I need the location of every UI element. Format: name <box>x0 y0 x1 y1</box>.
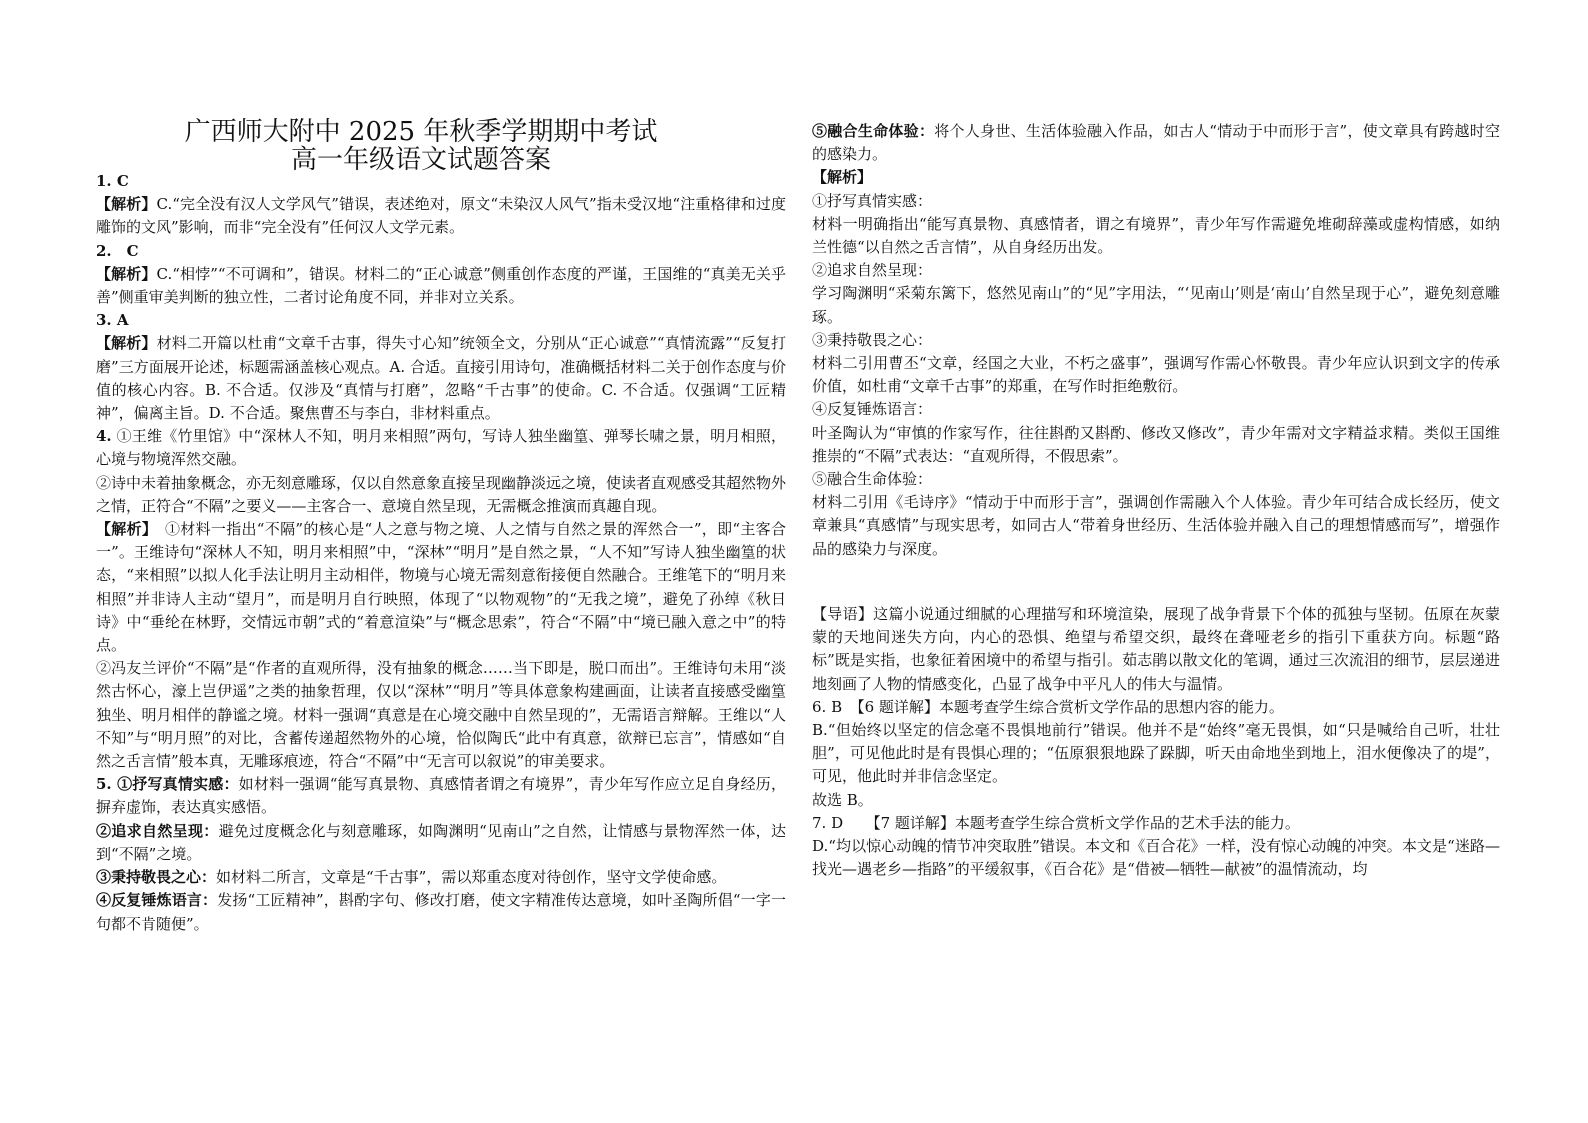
point-label: ⑤融合生命体验： <box>812 122 935 140</box>
analysis-5-text-2: 学习陶渊明“采菊东篱下，悠然见南山”的“见”字用法，“‘见南山’则是‘南山’自然呈现于心”，避免刻意雕琢。 <box>812 284 1500 326</box>
answer-5-point-4 <box>96 889 786 935</box>
point-label: ④反复锤炼语言： <box>96 891 218 910</box>
point-text: 如材料一强调“能写真景物、真感情者谓之有境界”，青少年写作应立足自身经历，摒弃虚饰，表达真实感悟。 <box>96 775 786 817</box>
analysis-3 <box>96 332 786 425</box>
analysis-4-point-2: ②冯友兰评价“不隔”是“作者的直观所得，没有抽象的概念……当下即是，脱口而出”。王维诗句未用“淡然古怀心，濠上岂伊遥”之类的抽象哲理，仅以“深林”“明月”等具体意象构建画面，让读者直接感受幽篁独坐、明月相伴的静谧之境。材料一强调“真意是在心境交融中自然呈现的”，无需语言辩解。王维以“人不知”与“明月照”的对比，含蓄传递超然物外的心境，恰似陶氏“此中有真意，欲辩已忘言”，情感如“自然之舌言情”般本真，无雕琢痕迹，符合“不隔”中“无言可以叙说”的审美要求。 <box>96 659 786 771</box>
analysis-2 <box>96 263 786 309</box>
point-text: 将个人身世、生活体验融入作品，如古人“情动于中而形于言”，使文章具有跨越时空的感染力。 <box>812 122 1500 164</box>
analysis-5-text-4: 叶圣陶认为“审慎的作家写作，往往斟酌又斟酌、修改又修改”，青少年需对文字精益求精。类似王国维推崇的“不隔”式表达：“直观所得，不假思索”。 <box>812 423 1500 465</box>
answer-6: 6. B 【6 题详解】本题考查学生综合赏析文学作品的思想内容的能力。 <box>812 697 1284 716</box>
analysis-text: C.“相悖”“不可调和”，错误。材料二的“正心诚意”侧重创作态度的严谨，王国维的“真美无关乎善”侧重审美判断的独立性，二者讨论角度不同，并非对立关系。 <box>96 264 786 307</box>
analysis-5-text-5: 材料二引用《毛诗序》“情动于中而形于言”，强调创作需融入个人体验。青少年可结合成长经历，使文章兼具“真感情”与现实思考，如同古人“带着身世经历、生活体验并融入自己的理想情感而写”，增强作品的感染力与深度。 <box>812 493 1500 558</box>
point-text: 发扬“工匠精神”，斟酌字句、修改打磨，使文字精准传达意境，如叶圣陶所倡“一字一句都不肯随便”。 <box>96 891 786 933</box>
answer-4-point-2: ②诗中未着抽象概念，亦无刻意雕琢，仅以自然意象直接呈现幽静淡远之境，使读者直观感受其超然物外之情，正符合“不隔”之要义——主客合一、意境自然呈现，无需概念推演而真趣自现。 <box>96 473 787 515</box>
analysis-5-heading-3: ③秉持敬畏之心： <box>812 330 933 349</box>
answer-5-point-5 <box>812 120 1500 166</box>
right-column-top <box>812 120 1500 561</box>
answer-6-conclusion: 故选 B。 <box>812 790 873 809</box>
answer-3: 3. A <box>96 311 129 330</box>
analysis-5-text-1: 材料一明确指出“能写真景物、真感情者，谓之有境界”，青少年写作需避免堆砌辞藻或虚构情感，如纳兰性德“以自然之舌言情”，从自身经历出发。 <box>812 214 1500 257</box>
title-line-1: 广西师大附中 2025 年秋季学期期中考试 <box>184 117 658 147</box>
analysis-label: 【解析】 <box>96 195 157 214</box>
answer-5-point-2 <box>96 820 786 866</box>
title-line-2: 高一年级语文试题答案 <box>290 145 551 175</box>
analysis-5-text-3: 材料二引用曹丕“文章，经国之大业，不朽之盛事”，强调写作需心怀敬畏。青少年应认识到文字的传承价值，如杜甫“文章千古事”的郑重，在写作时拒绝敷衍。 <box>812 354 1500 396</box>
analysis-label: 【解析】 <box>96 334 157 353</box>
analysis-1 <box>96 193 786 239</box>
point-text: 避免过度概念化与刻意雕琢，如陶渊明“见南山”之自然，让情感与景物浑然一体，达到“不隔”之境。 <box>96 821 786 863</box>
point-label: ②追求自然呈现： <box>96 821 219 840</box>
point-label: ③秉持敬畏之心： <box>96 868 217 887</box>
analysis-text: C.“完全没有汉人文学风气”错误，表述绝对，原文“未染汉人风气”指未受汉地“注重格律和过度雕饰的文风”影响，而非“完全没有”任何汉人文学元素。 <box>96 195 786 237</box>
answer-text: ①王维《竹里馆》中“深林人不知，明月来相照”两句，写诗人独坐幽篁、弹琴长啸之景，明月相照，心境与物境浑然交融。 <box>96 427 786 469</box>
analysis-text: 材料二开篇以杜甫“文章千古事，得失寸心知”统领全文，分别从“正心诚意”“真情流露”“反复打磨”三方面展开论述，标题需涵盖核心观点。A. 合适。直接引用诗句，准确概括材料二关于创作态度与价值的核心内容。B. 不合适。仅涉及“真情与打磨”，忽略“千古事”的使命。C. 不合适。仅强调“工匠精神”，偏离主旨。D. 不合适。聚焦曹丕与李白，非材料重点。 <box>96 334 786 423</box>
answer-1: 1. C <box>96 172 129 190</box>
analysis-7: D.“均以惊心动魄的情节冲突取胜”错误。本文和《百合花》一样，没有惊心动魄的冲突。本文是“迷路—找光—遇老乡—指路”的平缓叙事，《百合花》是“借被—牺牲—献被”的温情流动，均 <box>812 837 1500 879</box>
left-column <box>96 170 786 936</box>
analysis-4-point-1 <box>96 518 786 657</box>
answer-4-point-1 <box>96 425 786 471</box>
analysis-5-heading-5: ⑤融合生命体验： <box>812 470 933 489</box>
analysis-text: ①材料一指出“不隔”的核心是“人之意与物之境、人之情与自然之景的浑然合一”，即“主客合一”。王维诗句“深林人不知，明月来相照”中，“深林”“明月”是自然之景，“人不知”写诗人独坐幽篁的状态，“来相照”以拟人化手法让明月主动相伴，物境与心境无需刻意衔接便自然融合。王维笔下的“明月来相照”并非诗人主动“望月”，而是明月自行映照，体现了“以物观物”的“无我之境”，避免了孙绰《秋日诗》中“垂纶在林野，交情远市朝”式的“着意渲染”与“概念思索”，符合“不隔”中“境已融入意之中”的特点。 <box>96 520 786 655</box>
answer-5-point-3 <box>96 866 786 889</box>
answer-2: 2. C <box>96 241 139 260</box>
analysis-6: B.“但始终以坚定的信念毫不畏惧地前行”错误。他并不是“始终”毫无畏惧，如“只是喊给自己听，壮壮胆”，可见他此时是有畏惧心理的；“伍原狠狠地跺了跺脚，听天由命地坐到地上，泪水便像决了的堤”，可见，他此时并非信念坚定。 <box>812 721 1500 786</box>
right-column-bottom <box>812 603 1500 881</box>
analysis-5-heading-2: ②追求自然呈现： <box>812 261 933 280</box>
question-number: 4. <box>96 427 112 446</box>
answer-5-point-1 <box>96 773 786 819</box>
answer-7: 7. D 【7 题详解】本题考查学生综合赏析文学作品的艺术手法的能力。 <box>812 813 1300 832</box>
guide-paragraph: 【导语】这篇小说通过细腻的心理描写和环境渲染，展现了战争背景下个体的孤独与坚韧。伍原在灰蒙蒙的天地间迷失方向，内心的恐惧、绝望与希望交织，最终在聋哑老乡的指引下重获方向。标题“路标”既是实指，也象征着困境中的希望与指引。茹志鹃以散文化的笔调，通过三次流泪的细节，层层递进地刻画了人物的情感变化，凸显了战争中平凡人的伟大与温情。 <box>812 605 1500 693</box>
analysis-5-heading-4: ④反复锤炼语言： <box>812 400 933 419</box>
point-label: 5. ①抒写真情实感： <box>96 775 239 794</box>
document-title <box>96 118 786 174</box>
analysis-label: 【解析】 <box>96 264 157 283</box>
analysis-label: 【解析】 <box>96 520 150 539</box>
analysis-5-heading-1: ①抒写真情实感： <box>812 191 933 210</box>
point-text: 如材料二所言，文章是“千古事”，需以郑重态度对待创作，坚守文学使命感。 <box>216 868 727 887</box>
analysis-5-label: 【解析】 <box>812 168 873 187</box>
